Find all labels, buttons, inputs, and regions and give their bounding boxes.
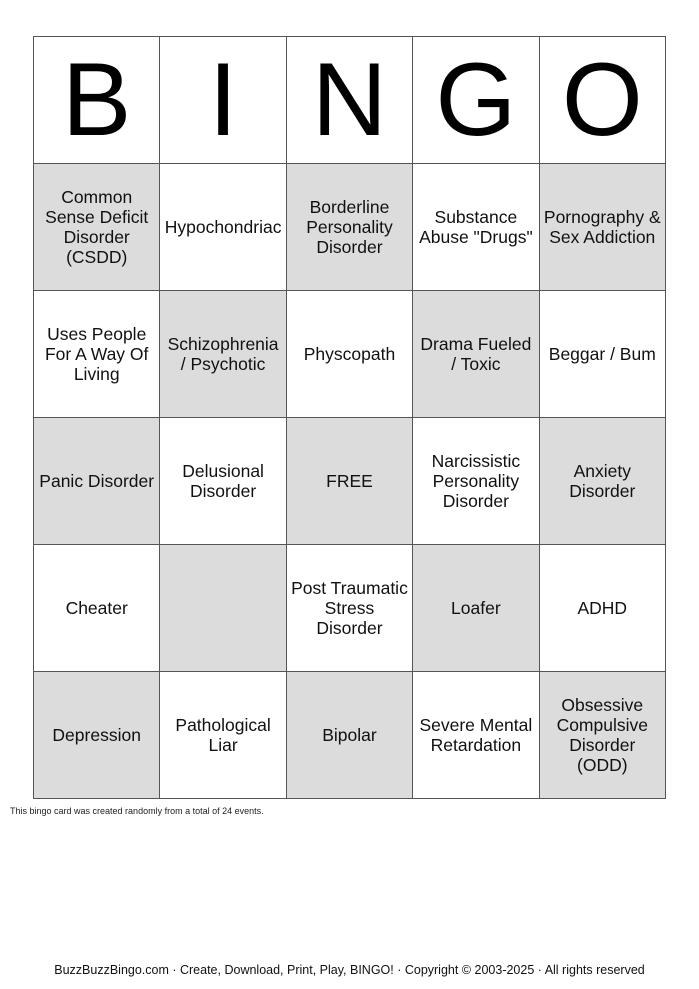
bingo-cell-r3-c4: Narcissistic Personality Disorder xyxy=(413,418,539,545)
bingo-cell-r2-c4: Drama Fueled / Toxic xyxy=(413,291,539,418)
bingo-cell-r5-c4: Severe Mental Retardation xyxy=(413,672,539,799)
bingo-cell-r2-c2: Schizophrenia / Psychotic xyxy=(160,291,286,418)
bingo-cell-r5-c3: Bipolar xyxy=(286,672,412,799)
bingo-cell-r4-c1: Cheater xyxy=(34,545,160,672)
bingo-row-4 xyxy=(34,545,666,672)
page-footer: BuzzBuzzBingo.com · Create, Download, Print, Play, BINGO! · Copyright © 2003-2025 · All rights reserved xyxy=(54,963,645,977)
bingo-cell-r1-c5: Pornography & Sex Addiction xyxy=(539,164,665,291)
bingo-cell-r2-c5: Beggar / Bum xyxy=(539,291,665,418)
bingo-cell-free: FREE xyxy=(286,418,412,545)
bingo-cell-r1-c2: Hypochondriac xyxy=(160,164,286,291)
header-letter-i: I xyxy=(160,37,286,164)
bingo-cell-r5-c5: Obsessive Compulsive Disorder (ODD) xyxy=(539,672,665,799)
header-letter-o: O xyxy=(539,37,665,164)
bingo-cell-r4-c5: ADHD xyxy=(539,545,665,672)
bingo-cell-r1-c1: Common Sense Deficit Disorder (CSDD) xyxy=(34,164,160,291)
bingo-cell-r3-c5: Anxiety Disorder xyxy=(539,418,665,545)
bingo-cell-r2-c1: Uses People For A Way Of Living xyxy=(34,291,160,418)
bingo-cell-r1-c3: Borderline Personality Disorder xyxy=(286,164,412,291)
header-letter-n: N xyxy=(286,37,412,164)
card-note: This bingo card was created randomly from a total of 24 events. xyxy=(10,806,264,816)
header-letter-g: G xyxy=(413,37,539,164)
bingo-cell-r4-c2 xyxy=(160,545,286,672)
bingo-header-row xyxy=(34,37,666,164)
bingo-cell-r3-c2: Delusional Disorder xyxy=(160,418,286,545)
bingo-cell-r5-c2: Pathological Liar xyxy=(160,672,286,799)
bingo-row-3 xyxy=(34,418,666,545)
header-letter-b: B xyxy=(34,37,160,164)
bingo-cell-r4-c4: Loafer xyxy=(413,545,539,672)
bingo-cell-r4-c3: Post Traumatic Stress Disorder xyxy=(286,545,412,672)
bingo-cell-r1-c4: Substance Abuse "Drugs" xyxy=(413,164,539,291)
bingo-row-1 xyxy=(34,164,666,291)
bingo-cell-r5-c1: Depression xyxy=(34,672,160,799)
bingo-row-5 xyxy=(34,672,666,799)
bingo-row-2 xyxy=(34,291,666,418)
bingo-cell-r3-c1: Panic Disorder xyxy=(34,418,160,545)
bingo-cell-r2-c3: Physcopath xyxy=(286,291,412,418)
bingo-card xyxy=(33,36,666,799)
